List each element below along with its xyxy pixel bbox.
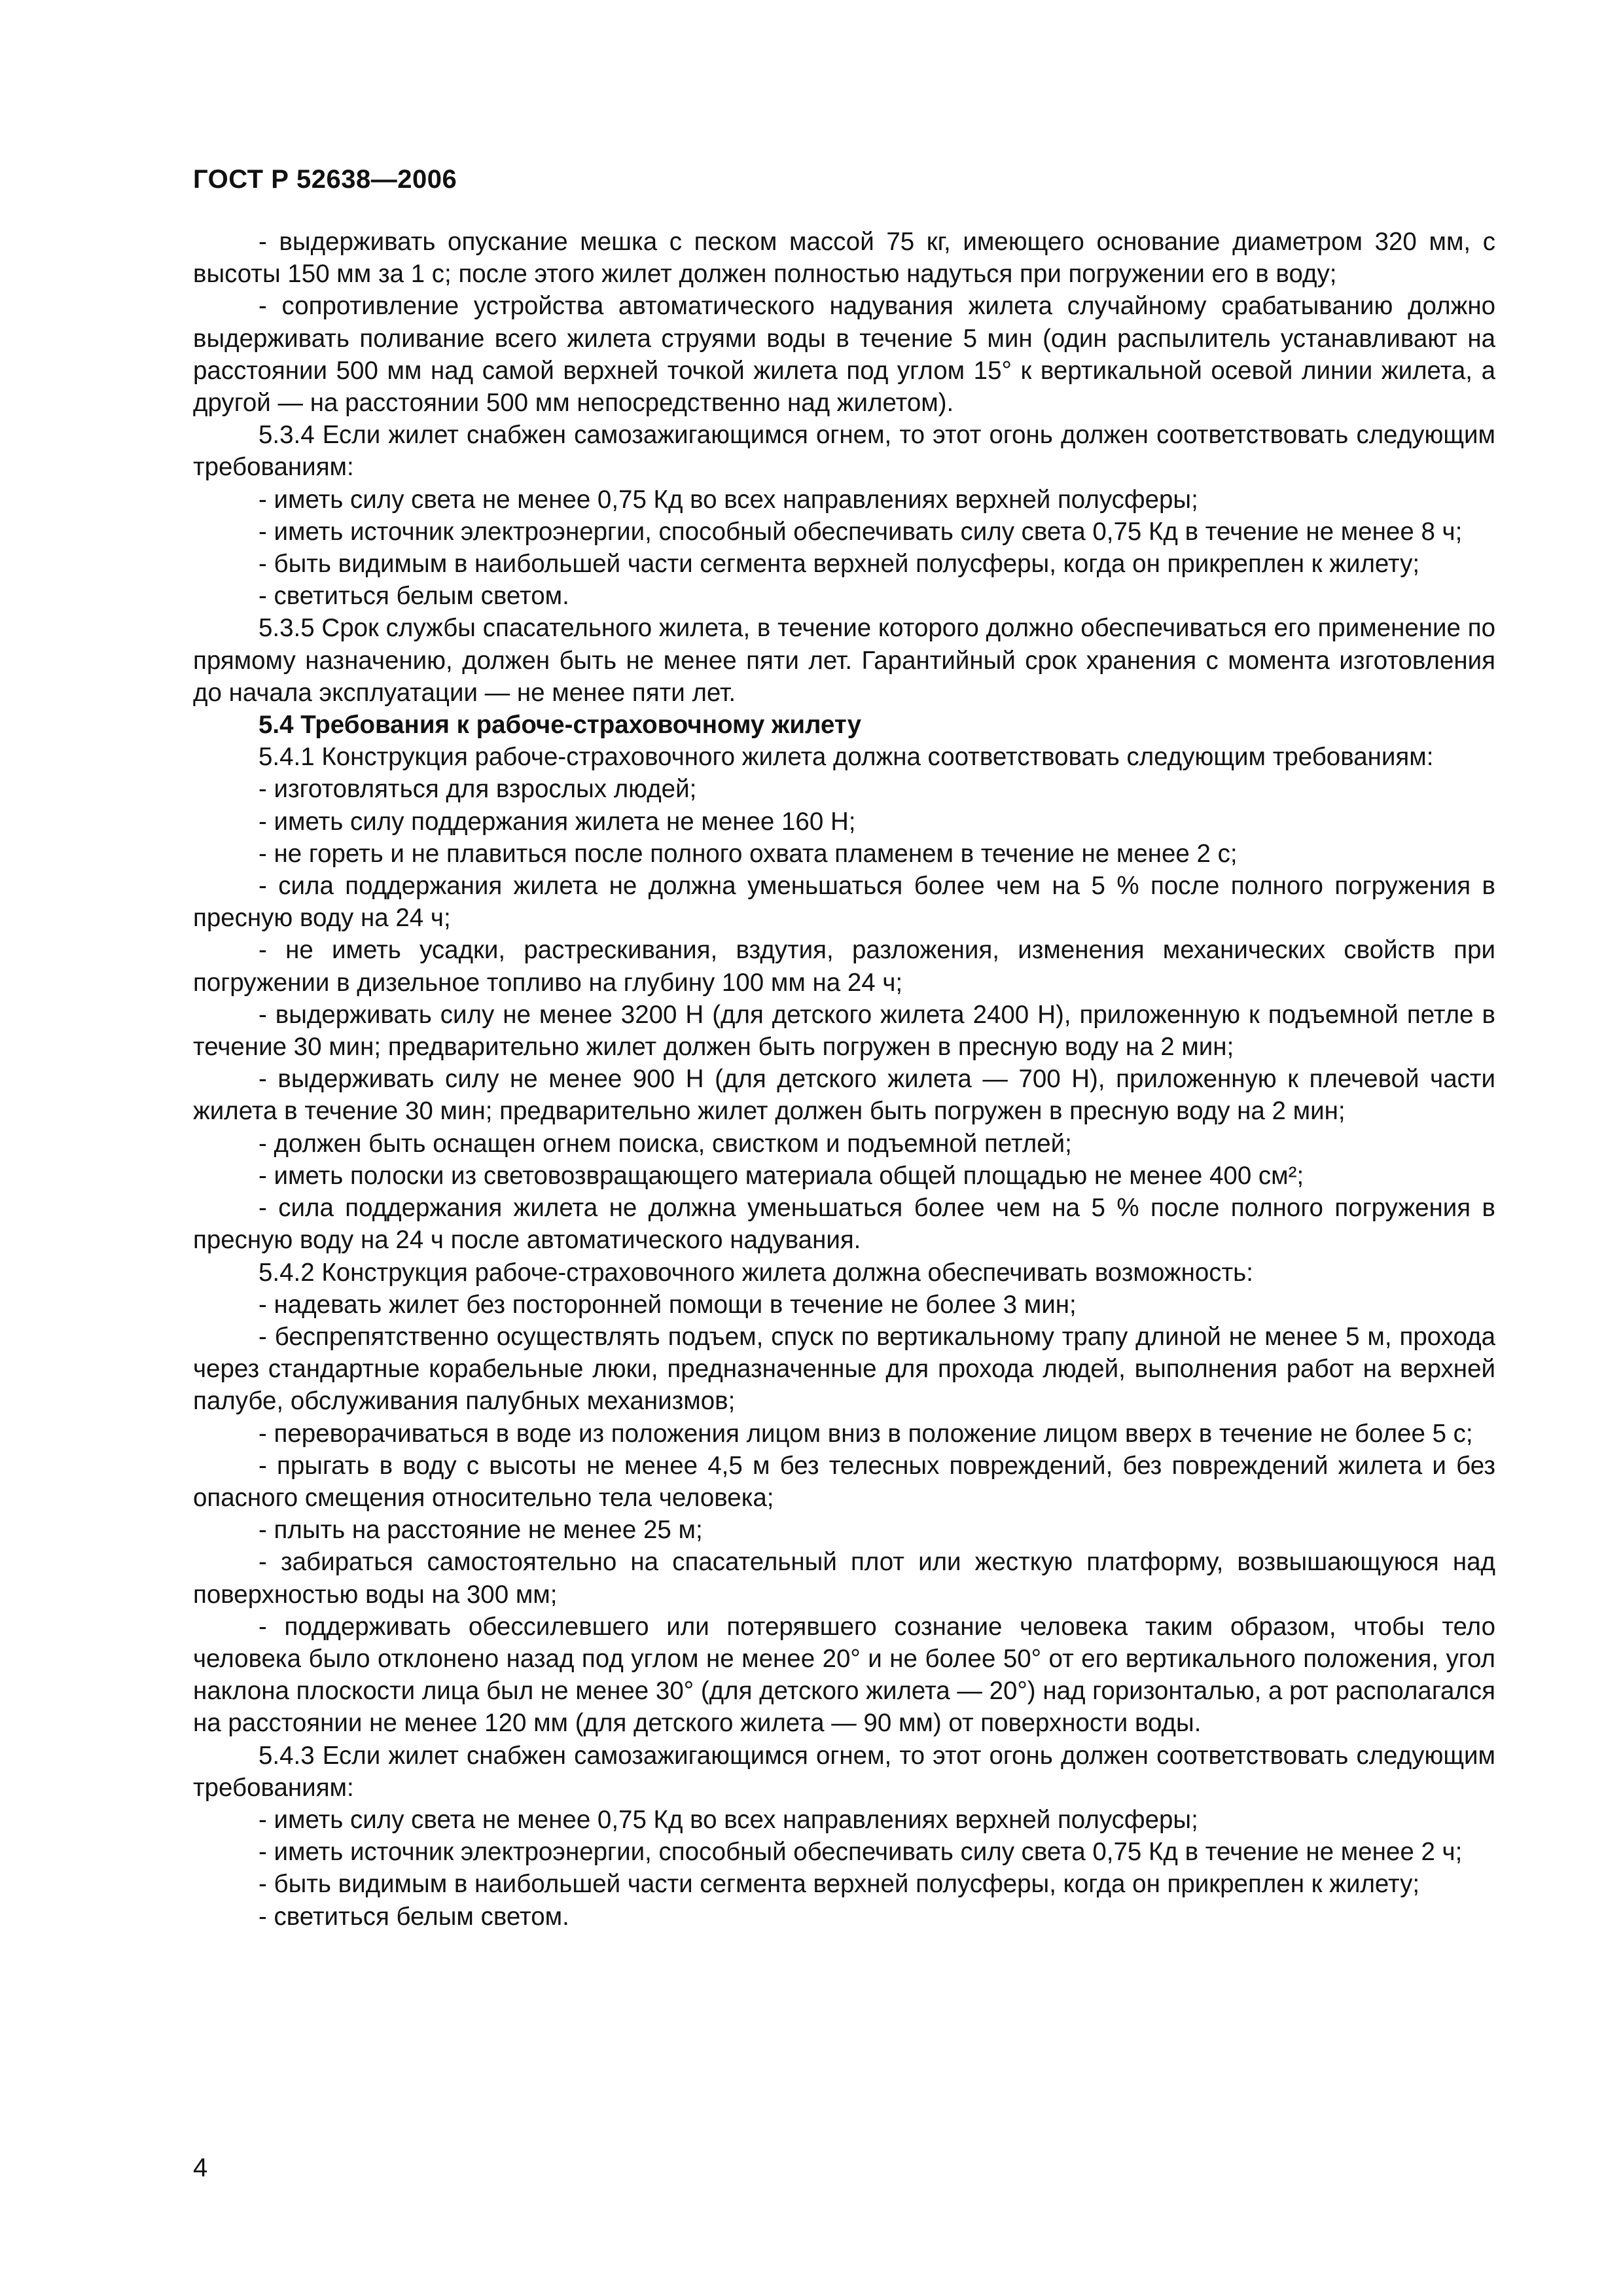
paragraph: - поддерживать обессилевшего или потерявшего сознание человека таким образом, чтобы тело человека было отклонено назад под углом не менее 20° и не более 50° от его вертикального положения, угол наклона плоскости лица был не менее 30° (для детского жилета — 20°) над горизонталью, а рот располагался на расстоянии не менее 120 мм (для детского жилета — 90 мм) от поверхности воды. (193, 1612, 1495, 1738)
paragraph: 5.4.3 Если жилет снабжен самозажигающимся огнем, то этот огонь должен соответствовать следующим требованиям: (193, 1741, 1495, 1802)
paragraph: - быть видимым в наибольшей части сегмента верхней полусферы, когда он прикреплен к жилету; (259, 1870, 1420, 1899)
paragraph: 5.3.4 Если жилет снабжен самозажигающимся огнем, то этот огонь должен соответствовать следующим требованиям: (193, 421, 1495, 482)
paragraph: - иметь полоски из световозвращающего материала общей площадью не менее 400 см²; (259, 1161, 1304, 1190)
paragraph: - беспрепятственно осуществлять подъем, спуск по вертикальному трапу длиной не менее 5 м, прохода через стандартные корабельные люки, предназначенные для прохода людей, выполнения работ на верхней палубе, обслуживания палубных механизмов; (193, 1322, 1495, 1416)
paragraph: - не гореть и не плавиться после полного охвата пламенем в течение не менее 2 с; (259, 839, 1238, 868)
paragraph: - выдерживать опускание мешка с песком массой 75 кг, имеющего основание диаметром 320 мм, с высоты 150 мм за 1 с; после этого жилет должен полностью надуться при погружении его в воду; (193, 228, 1495, 289)
paragraph: - иметь силу поддержания жилета не менее 160 Н; (259, 807, 856, 836)
paragraph: 5.4.1 Конструкция рабоче-страховочного жилета должна соответствовать следующим требованиям: (259, 743, 1434, 772)
paragraph: - выдерживать силу не менее 3200 Н (для детского жилета 2400 Н), приложенную к подъемной петле в течение 30 мин; предварительно жилет должен быть погружен в пресную воду на 2 мин; (193, 1000, 1495, 1062)
paragraph: - изготовляться для взрослых людей; (259, 775, 697, 804)
document-body (193, 226, 1495, 1933)
page-number: 4 (193, 2153, 208, 2182)
paragraph: - не иметь усадки, растрескивания, вздутия, разложения, изменения механических свойств при погружении в дизельное топливо на глубину 100 мм на 24 ч; (193, 936, 1495, 997)
paragraph: - должен быть оснащен огнем поиска, свистком и подъемной петлей; (259, 1129, 1072, 1158)
paragraph: 5.3.5 Срок службы спасательного жилета, в течение которого должно обеспечиваться его применение по прямому назначению, должен быть не менее пяти лет. Гарантийный срок хранения с момента изготовления до начала эксплуатации — не менее пяти лет. (193, 614, 1495, 707)
paragraph: - сопротивление устройства автоматического надувания жилета случайному срабатыванию должно выдерживать поливание всего жилета струями воды в течение 5 мин (один распылитель устанавливают на расстоянии 500 мм над самой верхней точкой жилета под углом 15° к вертикальной осевой линии жилета, а другой — на расстоянии 500 мм непосредственно над жилетом). (193, 292, 1495, 418)
section-heading: 5.4 Требования к рабоче-страховочному жилету (259, 711, 862, 740)
paragraph: - сила поддержания жилета не должна уменьшаться более чем на 5 % после полного погружения в пресную воду на 24 ч; (193, 872, 1495, 933)
paragraph: - надевать жилет без посторонней помощи в течение не более 3 мин; (259, 1290, 1077, 1319)
paragraph: - иметь источник электроэнергии, способный обеспечивать силу света 0,75 Кд в течение не менее 2 ч; (259, 1838, 1463, 1867)
paragraph: - иметь силу света не менее 0,75 Кд во всех направлениях верхней полусферы; (259, 1805, 1198, 1834)
paragraph: - выдерживать силу не менее 900 Н (для детского жилета — 700 Н), приложенную к плечевой части жилета в течение 30 мин; предварительно жилет должен быть погружен в пресную воду на 2 мин; (193, 1065, 1495, 1126)
paragraph: 5.4.2 Конструкция рабоче-страховочного жилета должна обеспечивать возможность: (259, 1258, 1253, 1287)
paragraph: - прыгать в воду с высоты не менее 4,5 м без телесных повреждений, без повреждений жилета и без опасного смещения относительно тела человека; (193, 1451, 1495, 1512)
paragraph: - сила поддержания жилета не должна уменьшаться более чем на 5 % после полного погружения в пресную воду на 24 ч после автоматического надувания. (193, 1194, 1495, 1255)
paragraph: - светиться белым светом. (259, 1902, 569, 1931)
paragraph: - плыть на расстояние не менее 25 м; (259, 1516, 703, 1545)
paragraph: - иметь источник электроэнергии, способный обеспечивать силу света 0,75 Кд в течение не менее 8 ч; (259, 517, 1463, 546)
document-code-header: ГОСТ Р 52638—2006 (193, 165, 457, 194)
paragraph: - светиться белым светом. (259, 582, 569, 611)
paragraph: - быть видимым в наибольшей части сегмента верхней полусферы, когда он прикреплен к жилету; (259, 550, 1420, 579)
paragraph: - переворачиваться в воде из положения лицом вниз в положение лицом вверх в течение не более 5 с; (259, 1419, 1473, 1448)
paragraph: - забираться самостоятельно на спасательный плот или жесткую платформу, возвышающуюся над поверхностью воды на 300 мм; (193, 1548, 1495, 1609)
paragraph: - иметь силу света не менее 0,75 Кд во всех направлениях верхней полусферы; (259, 485, 1198, 514)
